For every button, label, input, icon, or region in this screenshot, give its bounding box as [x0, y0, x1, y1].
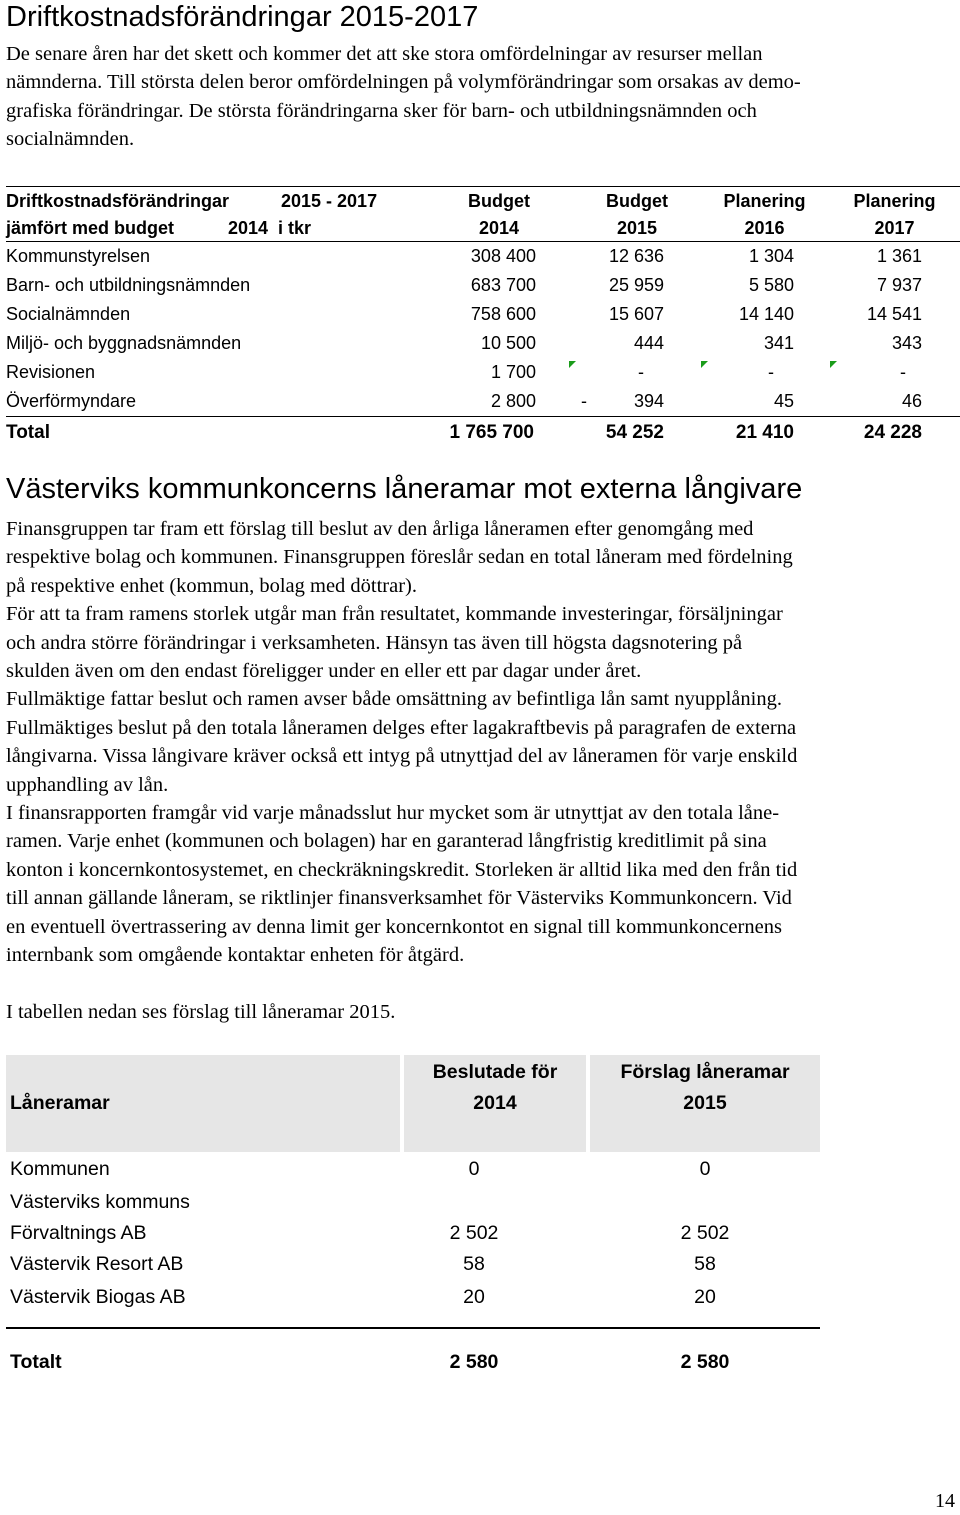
header-label-line1: Driftkostnadsförändringar: [6, 191, 230, 211]
header-forslag-year: 2015: [683, 1092, 727, 1114]
cell-budget-2015: 15 607: [608, 304, 664, 324]
cell-2015: 20: [694, 1286, 716, 1308]
cell-budget-2015: 25 959: [608, 275, 664, 295]
paragraph-line: socialnämnden.: [6, 128, 135, 151]
header-col-planering-2016-year: 2016: [744, 218, 785, 238]
cell-2015: 2 502: [680, 1222, 730, 1244]
cell-2014: 58: [463, 1253, 485, 1275]
paragraph-line: och andra större förändringar i verksamheten. Hänsyn tas även till högsta dagsnotering på: [6, 631, 743, 654]
row-name: Västervik Resort AB: [10, 1253, 184, 1275]
header-unit: i tkr: [278, 218, 312, 238]
cell-planering-2016: 14 140: [738, 304, 794, 324]
row-name: Kommunstyrelsen: [6, 246, 151, 266]
header-year-2014: 2014: [228, 218, 269, 238]
paragraph-line: Fullmäktige fattar beslut och ramen avser både omsättning av befintliga lån samt nyupplåning.: [6, 688, 782, 711]
header-beslutade: Beslutade för: [432, 1061, 558, 1083]
paragraph-line: långivarna. Vissa långivare kräver också ett intyg på utnyttjad del av låneramen för varje enskild: [6, 745, 798, 768]
paragraph-line: en eventuell övertrassering av denna limit ger koncernkontot en signal till kommunkoncernens: [6, 915, 782, 938]
cell-planering-2017: -: [900, 362, 906, 382]
header-label-line2: jämfört med budget: [6, 218, 175, 238]
section2-paragraph: [6, 515, 951, 970]
cell-2015: 0: [699, 1158, 711, 1180]
paragraph-line: De senare åren har det skett och kommer det att ske stora omfördelningar av resurser mellan: [6, 43, 763, 65]
paragraph-line: skulden även om den endast föreligger under en eller ett par dagar under året.: [6, 660, 642, 683]
cell-budget-2015: 394: [633, 391, 664, 411]
row-name: Miljö- och byggnadsnämnden: [6, 333, 242, 353]
cell-planering-2016: 45: [773, 391, 794, 411]
header-forslag: Förslag låneramar: [620, 1061, 790, 1083]
header-col-planering-2017: Planering: [853, 191, 936, 211]
cell-sign-2015: -: [581, 391, 587, 411]
table-row: [6, 387, 960, 417]
paragraph-line: internbank som omgående kontaktar enheten för åtgärd.: [6, 944, 465, 967]
total-planering-2017: 24 228: [863, 422, 922, 443]
table-row: [6, 358, 960, 387]
cell-planering-2017: 7 937: [876, 275, 922, 295]
table-header: [6, 186, 960, 242]
header-col-budget-2014-year: 2014: [478, 218, 520, 238]
header-col-planering-2017-year: 2017: [874, 218, 915, 238]
cell-budget-2014: 683 700: [470, 275, 536, 295]
row-name: Revisionen: [6, 362, 96, 382]
header-col-budget-2014: Budget: [468, 191, 530, 211]
row-name: Västerviks kommuns: [10, 1191, 190, 1213]
paragraph-line: på respektive enhet (kommun, bolag med döttrar).: [6, 574, 418, 597]
row-name: Kommunen: [10, 1158, 110, 1180]
cell-planering-2016: -: [768, 362, 774, 382]
cell-budget-2014: 1 700: [490, 362, 536, 382]
section-title-laneramar: Västerviks kommunkoncerns låneramar mot externa långivare: [6, 473, 803, 505]
section1-paragraph: [6, 40, 951, 154]
total-label: Totalt: [10, 1351, 62, 1373]
cell-planering-2016: 5 580: [748, 275, 794, 295]
row-name: Västervik Biogas AB: [10, 1286, 186, 1308]
paragraph-line: Finansgruppen tar fram ett förslag till beslut av den årliga låneramen efter genomgång med: [6, 518, 754, 540]
paragraph-line: upphandling av lån.: [6, 773, 169, 796]
driftkostnad-table: [6, 186, 960, 448]
cell-planering-2017: 1 361: [876, 246, 922, 266]
cell-2014: 0: [468, 1158, 480, 1180]
header-laneramar: Låneramar: [10, 1092, 110, 1114]
header-col-budget-2015-year: 2015: [616, 218, 658, 238]
paragraph-line: respektive bolag och kommunen. Finansgruppen föreslår sedan en total låneram med fördelning: [6, 546, 793, 569]
header-beslutade-year: 2014: [473, 1092, 517, 1114]
paragraph-line: I finansrapporten framgår vid varje månadsslut hur mycket som är utnyttjat av den totala låne-: [6, 802, 780, 825]
row-name: Socialnämnden: [6, 304, 131, 324]
cell-2014: 2 502: [449, 1222, 499, 1244]
total-planering-2016: 21 410: [735, 422, 794, 443]
table-row: [6, 271, 960, 300]
paragraph-line: konton i koncernkontosystemet, en checkräkningskredit. Storleken är alltid lika med den från tid: [6, 858, 798, 881]
paragraph-line: För att ta fram ramens storlek utgår man från resultatet, kommande investeringar, försäljningar: [6, 603, 783, 626]
cell-budget-2015: 444: [633, 333, 664, 353]
cell-budget-2014: 10 500: [480, 333, 536, 353]
cell-planering-2016: 341: [763, 333, 794, 353]
cell-planering-2017: 14 541: [866, 304, 922, 324]
total-2015: 2 580: [680, 1351, 730, 1373]
paragraph-line: nämnderna. Till största delen beror omfördelningen på volymförändringar som orsakas av demo-: [6, 71, 801, 94]
total-budget-2014: 1 765 700: [449, 422, 534, 443]
paragraph-line: grafiska förändringar. De största förändringarna sker för barn- och utbildningsnämnden och: [6, 99, 757, 122]
cell-planering-2017: 343: [891, 333, 922, 353]
cell-budget-2015: 12 636: [608, 246, 664, 266]
paragraph-line: ramen. Varje enhet (kommunen och bolagen) har en garanterad långfristig kreditlimit på sina: [6, 830, 767, 853]
header-col-planering-2016: Planering: [723, 191, 806, 211]
header-col-budget-2015: Budget: [606, 191, 668, 211]
total-2014: 2 580: [449, 1351, 499, 1373]
row-name: Överförmyndare: [6, 391, 137, 411]
table-row: [6, 242, 960, 271]
total-budget-2015: 54 252: [605, 422, 664, 443]
cell-2015: 58: [694, 1253, 716, 1275]
cell-planering-2017: 46: [901, 391, 922, 411]
table-divider: [6, 1327, 820, 1329]
section-title-driftkostnader: Driftkostnadsförändringar 2015-2017: [6, 1, 479, 33]
table-intro-text: I tabellen nedan ses förslag till låneramar 2015.: [6, 1001, 396, 1023]
table-total-row: [6, 417, 960, 448]
paragraph-line: Fullmäktiges beslut på den totala låneramen delges efter lagakraftbevis på paragrafen de externa: [6, 716, 797, 739]
page-number: 14: [935, 1490, 955, 1512]
row-name: Förvaltnings AB: [10, 1222, 147, 1244]
cell-planering-2016: 1 304: [748, 246, 794, 266]
row-name: Barn- och utbildningsnämnden: [6, 275, 251, 295]
table-row: [6, 300, 960, 329]
cell-budget-2014: 2 800: [490, 391, 536, 411]
table-row: [6, 329, 960, 358]
total-label: Total: [6, 422, 50, 443]
cell-budget-2014: 758 600: [470, 304, 536, 324]
cell-2014: 20: [463, 1286, 485, 1308]
cell-budget-2015: -: [638, 362, 644, 382]
header-years: 2015 - 2017: [281, 191, 378, 211]
paragraph-line: till annan gällande låneram, se riktlinjer finansverksamhet för Västerviks Kommunkoncern. Vid: [6, 887, 792, 910]
cell-budget-2014: 308 400: [470, 246, 536, 266]
